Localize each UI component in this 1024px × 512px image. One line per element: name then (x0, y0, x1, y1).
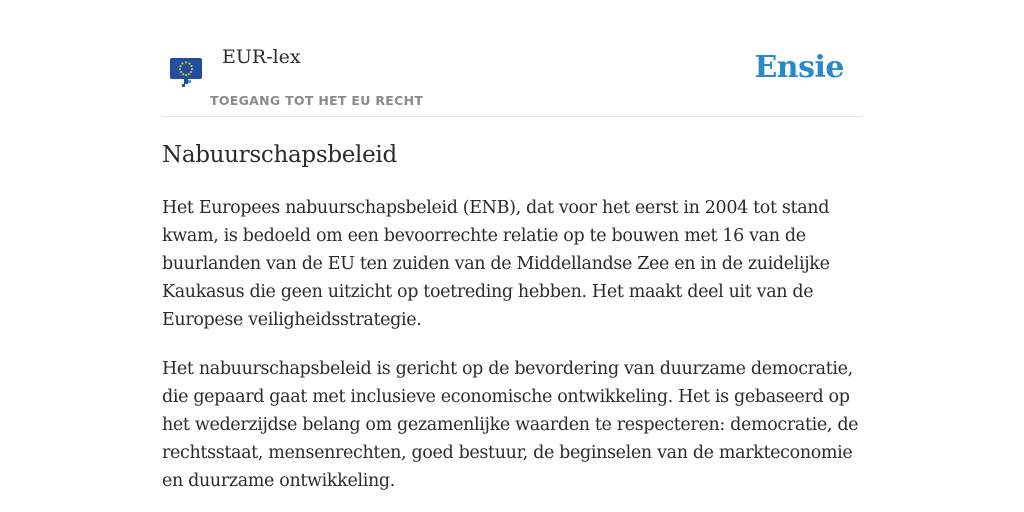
header (162, 0, 862, 117)
brand-logo[interactable]: Ensie (754, 50, 844, 85)
site-name[interactable]: EUR-lex (222, 46, 301, 68)
eu-flag-monitor-icon[interactable] (169, 55, 203, 89)
paragraph: Het Europees nabuurschapsbeleid (ENB), dat voor het eerst in 2004 tot stand kwam, is bedoeld om een bevoorrechte relatie op te bouwen met 16 van de buurlanden van de EU ten zuiden van de Middellandse Zee en in de zuidelijke Kaukasus die geen uitzicht op toetreding hebben. Het maakt deel uit van de Europese veiligheidsstrategie. (162, 198, 830, 330)
paragraph: Het nabuurschapsbeleid is gericht op de bevordering van duurzame democratie, die gepaard gaat met inclusieve economische ontwikkeling. Het is gebaseerd op het wederzijdse belang om gezamenlijke waarden te respecteren: democratie, de rechtsstaat, mensenrechten, goed bestuur, de beginselen van de markteconomie en duurzame ontwikkeling. (162, 359, 859, 491)
site-subtitle: TOEGANG TOT HET EU RECHT (210, 93, 424, 108)
page-title: Nabuurschapsbeleid (162, 142, 397, 168)
article (162, 140, 862, 512)
